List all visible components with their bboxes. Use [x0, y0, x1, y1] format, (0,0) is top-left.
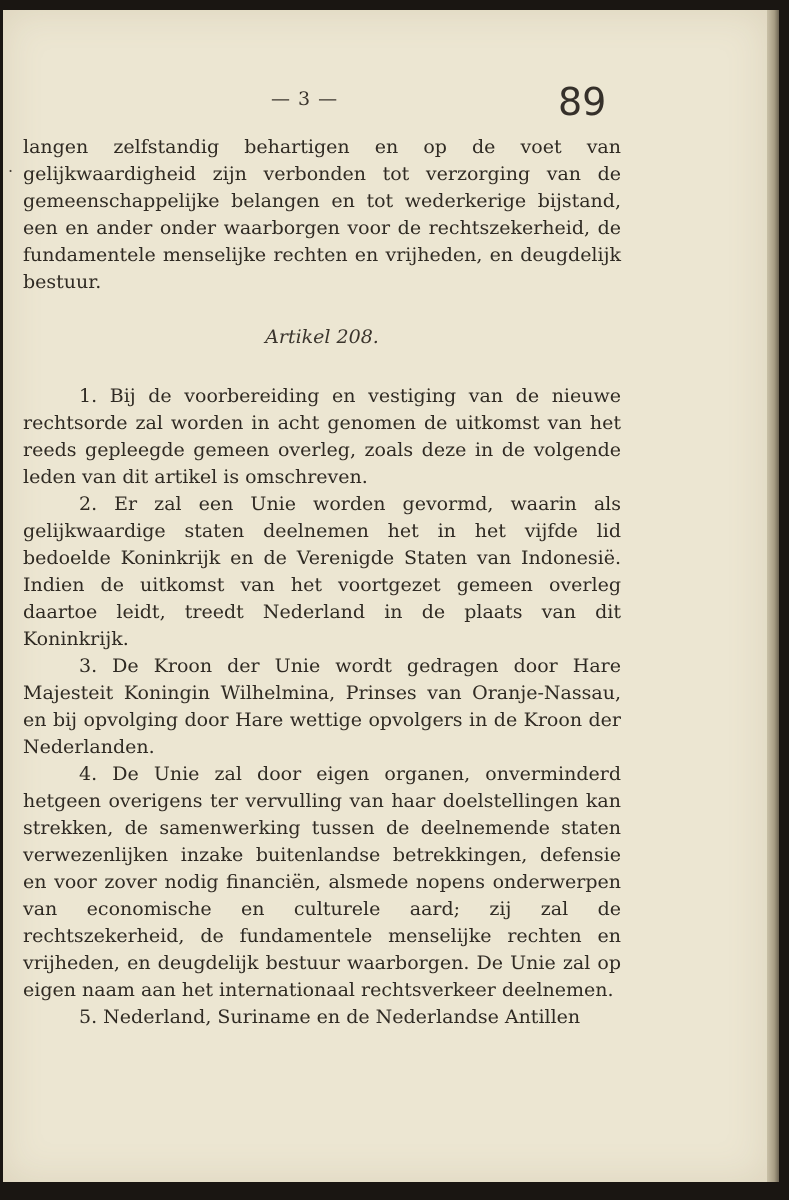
page-body — [23, 134, 621, 1031]
paragraph-4: 4. De Unie zal door eigen organen, onverminderd hetgeen overigens ter vervulling van haar doelstellingen kan strekken, de samenwerking tussen de deelnemende staten verwezenlijken inzake buitenlandse betrekkingen, defensie en voor zover nodig financiën, alsmede nopens onderwerpen van economische en culturele aard; zij zal de rechtszekerheid, de fundamentele menselijke rechten en vrijheden, en deugdelijk bestuur waarborgen. De Unie zal op eigen naam aan het internationaal rechtsverkeer deelnemen. — [23, 763, 621, 1001]
book-page — [3, 10, 767, 1182]
intro-paragraph: langen zelfstandig behartigen en op de voet van gelijkwaardigheid zijn verbonden tot verzorging van de gemeenschappelijke belangen en tot wederkerige bijstand, een en ander onder waarborgen voor de rechtszekerheid, de fundamentele menselijke rechten en vrijheden, en deugdelijk bestuur. — [23, 136, 621, 293]
paragraph-1: 1. Bij de voorbereiding en vestiging van de nieuwe rechtsorde zal worden in acht genomen de uitkomst van het reeds gepleegde gemeen overleg, zoals deze in de volgende leden van dit artikel is omschreven. — [23, 385, 621, 488]
page-header — [3, 80, 767, 140]
page-edge — [767, 10, 779, 1182]
handwritten-page-number: 89 — [558, 80, 607, 124]
printed-page-number: — 3 — — [271, 88, 339, 110]
paragraph-5: 5. Nederland, Suriname en de Nederlandse Antillen — [79, 1006, 581, 1028]
paragraph-3: 3. De Kroon der Unie wordt gedragen door Hare Majesteit Koningin Wilhelmina, Prinses van Oranje-Nassau, en bij opvolging door Hare wettige opvolgers in de Kroon der Nederlanden. — [23, 655, 621, 758]
margin-mark: . — [8, 157, 14, 176]
paragraph-2: 2. Er zal een Unie worden gevormd, waarin als gelijkwaardige staten deelnemen het in het vijfde lid bedoelde Koninkrijk en de Verenigde Staten van Indonesië. Indien de uitkomst van het voortgezet gemeen overleg daartoe leidt, treedt Nederland in de plaats van dit Koninkrijk. — [23, 493, 621, 650]
article-heading: Artikel 208. — [265, 326, 379, 348]
